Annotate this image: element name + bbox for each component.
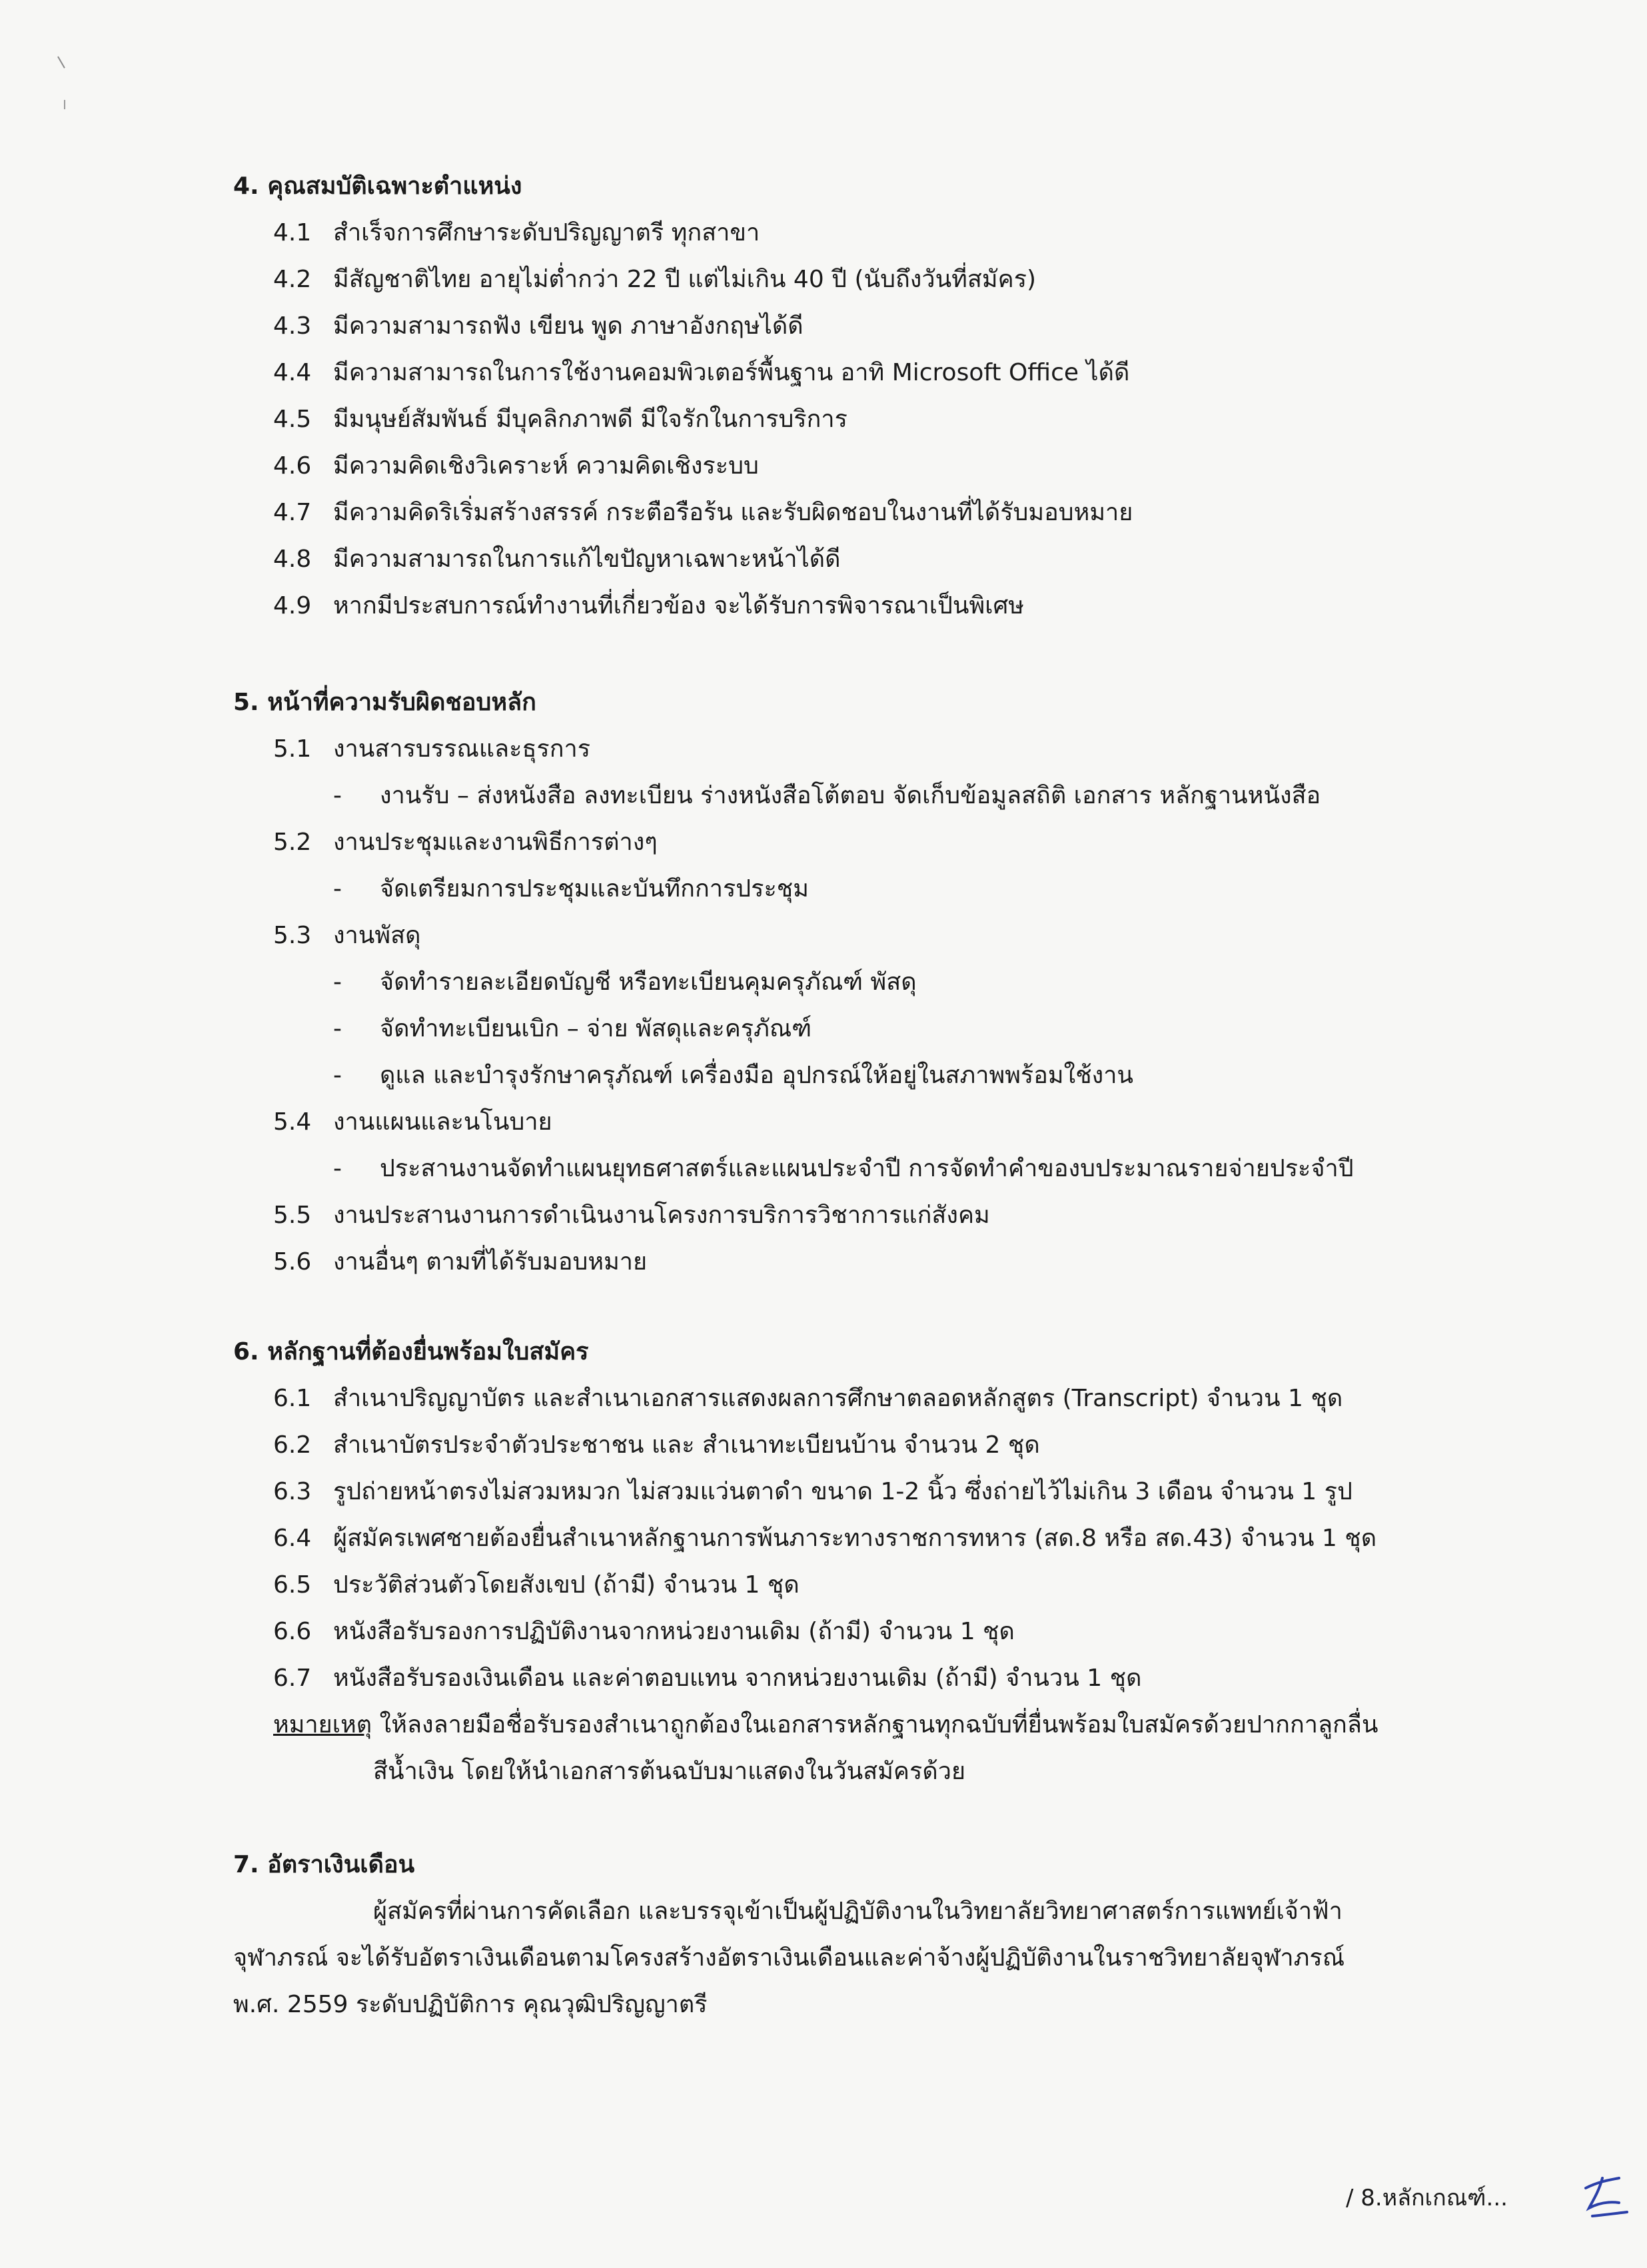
item-number: 4.1 xyxy=(273,219,312,246)
item-number: 5.3 xyxy=(273,922,312,949)
item-number: 4.4 xyxy=(273,359,312,386)
item-number: 4.5 xyxy=(273,406,312,433)
item-number: 5.1 xyxy=(273,735,312,763)
section-6 xyxy=(233,1329,1539,1795)
item-text: รูปถ่ายหน้าตรงไม่สวมหมวก ไม่สวมแว่นตาดำ ขนาด 1-2 นิ้ว ซึ่งถ่ายไว้ไม่เกิน 3 เดือน จำนวน 1 รูป xyxy=(333,1478,1353,1505)
initials-signature xyxy=(1579,2161,1632,2221)
bullet-text: งานรับ – ส่งหนังสือ ลงทะเบียน ร่างหนังสือโต้ตอบ จัดเก็บข้อมูลสถิติ เอกสาร หลักฐานหนังสือ xyxy=(380,782,1321,809)
item-number: 5.5 xyxy=(273,1202,312,1229)
list-item xyxy=(233,1655,1539,1702)
section-6-title: 6. หลักฐานที่ต้องยื่นพร้อมใบสมัคร xyxy=(233,1338,589,1365)
list-item xyxy=(233,210,1539,256)
item-text: หากมีประสบการณ์ทำงานที่เกี่ยวข้อง จะได้รับการพิจารณาเป็นพิเศษ xyxy=(333,592,1025,619)
item-text: งานประชุมและงานพิธีการต่างๆ xyxy=(333,829,658,856)
note xyxy=(233,1702,1539,1795)
bullet-item xyxy=(233,866,1539,913)
item-text: งานประสานงานการดำเนินงานโครงการบริการวิชาการแก่สังคม xyxy=(333,1202,990,1229)
item-text: งานอื่นๆ ตามที่ได้รับมอบหมาย xyxy=(333,1248,648,1276)
item-text: มีความสามารถในการแก้ไขปัญหาเฉพาะหน้าได้ดี xyxy=(333,546,841,573)
item-text: มีความสามารถฟัง เขียน พูด ภาษาอังกฤษได้ดี xyxy=(333,312,804,340)
list-item xyxy=(233,443,1539,490)
list-item xyxy=(233,1469,1539,1515)
list-item xyxy=(233,583,1539,629)
item-text: ผู้สมัครเพศชายต้องยื่นสำเนาหลักฐานการพ้นภาระทางราชการทหาร (สด.8 หรือ สด.43) จำนวน 1 ชุด xyxy=(333,1525,1377,1552)
item-number: 5.2 xyxy=(273,829,312,856)
item-text: ประวัติส่วนตัวโดยสังเขป (ถ้ามี) จำนวน 1 ชุด xyxy=(333,1571,800,1599)
item-text: มีความคิดเชิงวิเคราะห์ ความคิดเชิงระบบ xyxy=(333,452,759,480)
item-text: งานสารบรรณและธุรการ xyxy=(333,735,591,763)
bullet-item xyxy=(233,959,1539,1006)
list-item xyxy=(233,490,1539,536)
section-4-title: 4. คุณสมบัติเฉพาะตำแหน่ง xyxy=(233,173,522,200)
list-item xyxy=(233,536,1539,583)
bullet-text: จัดทำรายละเอียดบัญชี หรือทะเบียนคุมครุภัณฑ์ พัสดุ xyxy=(380,968,917,996)
note-text: ให้ลงลายมือชื่อรับรองสำเนาถูกต้องในเอกสารหลักฐานทุกฉบับที่ยื่นพร้อมใบสมัครด้วยปากกาลูกลื่น xyxy=(372,1711,1378,1738)
item-text: หนังสือรับรองการปฏิบัติงานจากหน่วยงานเดิม (ถ้ามี) จำนวน 1 ชุด xyxy=(333,1618,1015,1645)
item-number: 6.2 xyxy=(273,1431,312,1459)
list-item xyxy=(233,1562,1539,1609)
scan-mark xyxy=(64,100,72,109)
bullet-dash: - xyxy=(333,968,342,996)
list-item xyxy=(233,303,1539,350)
note-text-continued: สีน้ำเงิน โดยให้นำเอกสารต้นฉบับมาแสดงในวันสมัครด้วย xyxy=(373,1758,966,1785)
section-5 xyxy=(233,679,1539,1286)
item-text: สำเนาบัตรประจำตัวประชาชน และ สำเนาทะเบียนบ้าน จำนวน 2 ชุด xyxy=(333,1431,1040,1459)
section-5-title: 5. หน้าที่ความรับผิดชอบหลัก xyxy=(233,689,536,716)
item-text: งานแผนและนโนบาย xyxy=(333,1108,552,1136)
item-text: สำเนาปริญญาบัตร และสำเนาเอกสารแสดงผลการศึกษาตลอดหลักสูตร (Transcript) จำนวน 1 ชุด xyxy=(333,1385,1343,1412)
item-number: 4.7 xyxy=(273,499,312,526)
item-text: มีความสามารถในการใช้งานคอมพิวเตอร์พื้นฐาน อาทิ Microsoft Office ได้ดี xyxy=(333,359,1130,386)
bullet-dash: - xyxy=(333,1155,342,1182)
list-item xyxy=(233,1099,1539,1146)
section-7 xyxy=(233,1842,1539,2028)
bullet-item xyxy=(233,1006,1539,1052)
list-item xyxy=(233,913,1539,959)
bullet-text: ดูแล และบำรุงรักษาครุภัณฑ์ เครื่องมือ อุปกรณ์ให้อยู่ในสภาพพร้อมใช้งาน xyxy=(380,1062,1134,1089)
item-number: 6.7 xyxy=(273,1665,312,1692)
section-4 xyxy=(233,163,1539,629)
item-number: 4.3 xyxy=(273,312,312,340)
bullet-item xyxy=(233,1146,1539,1192)
item-text: มีมนุษย์สัมพันธ์ มีบุคลิกภาพดี มีใจรักในการบริการ xyxy=(333,406,847,433)
bullet-item xyxy=(233,773,1539,819)
bullet-dash: - xyxy=(333,1062,342,1089)
item-text: งานพัสดุ xyxy=(333,922,421,949)
item-number: 6.5 xyxy=(273,1571,312,1599)
note-label: หมายเหตุ xyxy=(273,1711,372,1738)
list-item xyxy=(233,1422,1539,1469)
page-continuation: / 8.หลักเกณฑ์... xyxy=(1346,2185,1508,2211)
item-number: 6.1 xyxy=(273,1385,312,1412)
item-number: 5.6 xyxy=(273,1248,312,1276)
list-item xyxy=(233,726,1539,773)
bullet-item xyxy=(233,1052,1539,1099)
scan-mark xyxy=(57,51,73,68)
bullet-text: จัดเตรียมการประชุมและบันทึกการประชุม xyxy=(380,875,809,903)
paragraph-line: พ.ศ. 2559 ระดับปฏิบัติการ คุณวุฒิปริญญาตรี xyxy=(233,1991,708,2018)
bullet-dash: - xyxy=(333,782,342,809)
list-item xyxy=(233,1515,1539,1562)
item-number: 4.9 xyxy=(273,592,312,619)
item-number: 4.8 xyxy=(273,546,312,573)
item-number: 4.2 xyxy=(273,266,312,293)
item-number: 5.4 xyxy=(273,1108,312,1136)
list-item xyxy=(233,1239,1539,1286)
list-item xyxy=(233,396,1539,443)
list-item xyxy=(233,256,1539,303)
bullet-text: ประสานงานจัดทำแผนยุทธศาสตร์และแผนประจำปี การจัดทำคำของบประมาณรายจ่ายประจำปี xyxy=(380,1155,1354,1182)
list-item xyxy=(233,1192,1539,1239)
item-text: มีความคิดริเริ่มสร้างสรรค์ กระตือรือร้น และรับผิดชอบในงานที่ได้รับมอบหมาย xyxy=(333,499,1133,526)
list-item xyxy=(233,1375,1539,1422)
item-number: 6.4 xyxy=(273,1525,312,1552)
list-item xyxy=(233,1609,1539,1655)
item-text: หนังสือรับรองเงินเดือน และค่าตอบแทน จากหน่วยงานเดิม (ถ้ามี) จำนวน 1 ชุด xyxy=(333,1665,1142,1692)
list-item xyxy=(233,819,1539,866)
bullet-dash: - xyxy=(333,875,342,903)
item-text: สำเร็จการศึกษาระดับปริญญาตรี ทุกสาขา xyxy=(333,219,760,246)
paragraph xyxy=(233,1888,1539,2028)
item-number: 4.6 xyxy=(273,452,312,480)
bullet-dash: - xyxy=(333,1015,342,1042)
section-7-title: 7. อัตราเงินเดือน xyxy=(233,1851,415,1878)
bullet-text: จัดทำทะเบียนเบิก – จ่าย พัสดุและครุภัณฑ์ xyxy=(380,1015,812,1042)
item-number: 6.6 xyxy=(273,1618,312,1645)
item-number: 6.3 xyxy=(273,1478,312,1505)
list-item xyxy=(233,350,1539,396)
paragraph-line: ผู้สมัครที่ผ่านการคัดเลือก และบรรจุเข้าเป็นผู้ปฏิบัติงานในวิทยาลัยวิทยาศาสตร์การแพทย์เจ้าฟ้า xyxy=(373,1898,1343,1925)
item-text: มีสัญชาติไทย อายุไม่ต่ำกว่า 22 ปี แต่ไม่เกิน 40 ปี (นับถึงวันที่สมัคร) xyxy=(333,266,1037,293)
paragraph-line: จุฬาภรณ์ จะได้รับอัตราเงินเดือนตามโครงสร้างอัตราเงินเดือนและค่าจ้างผู้ปฏิบัติงานในราชวิทยาลัยจุฬาภรณ์ xyxy=(233,1944,1345,1972)
